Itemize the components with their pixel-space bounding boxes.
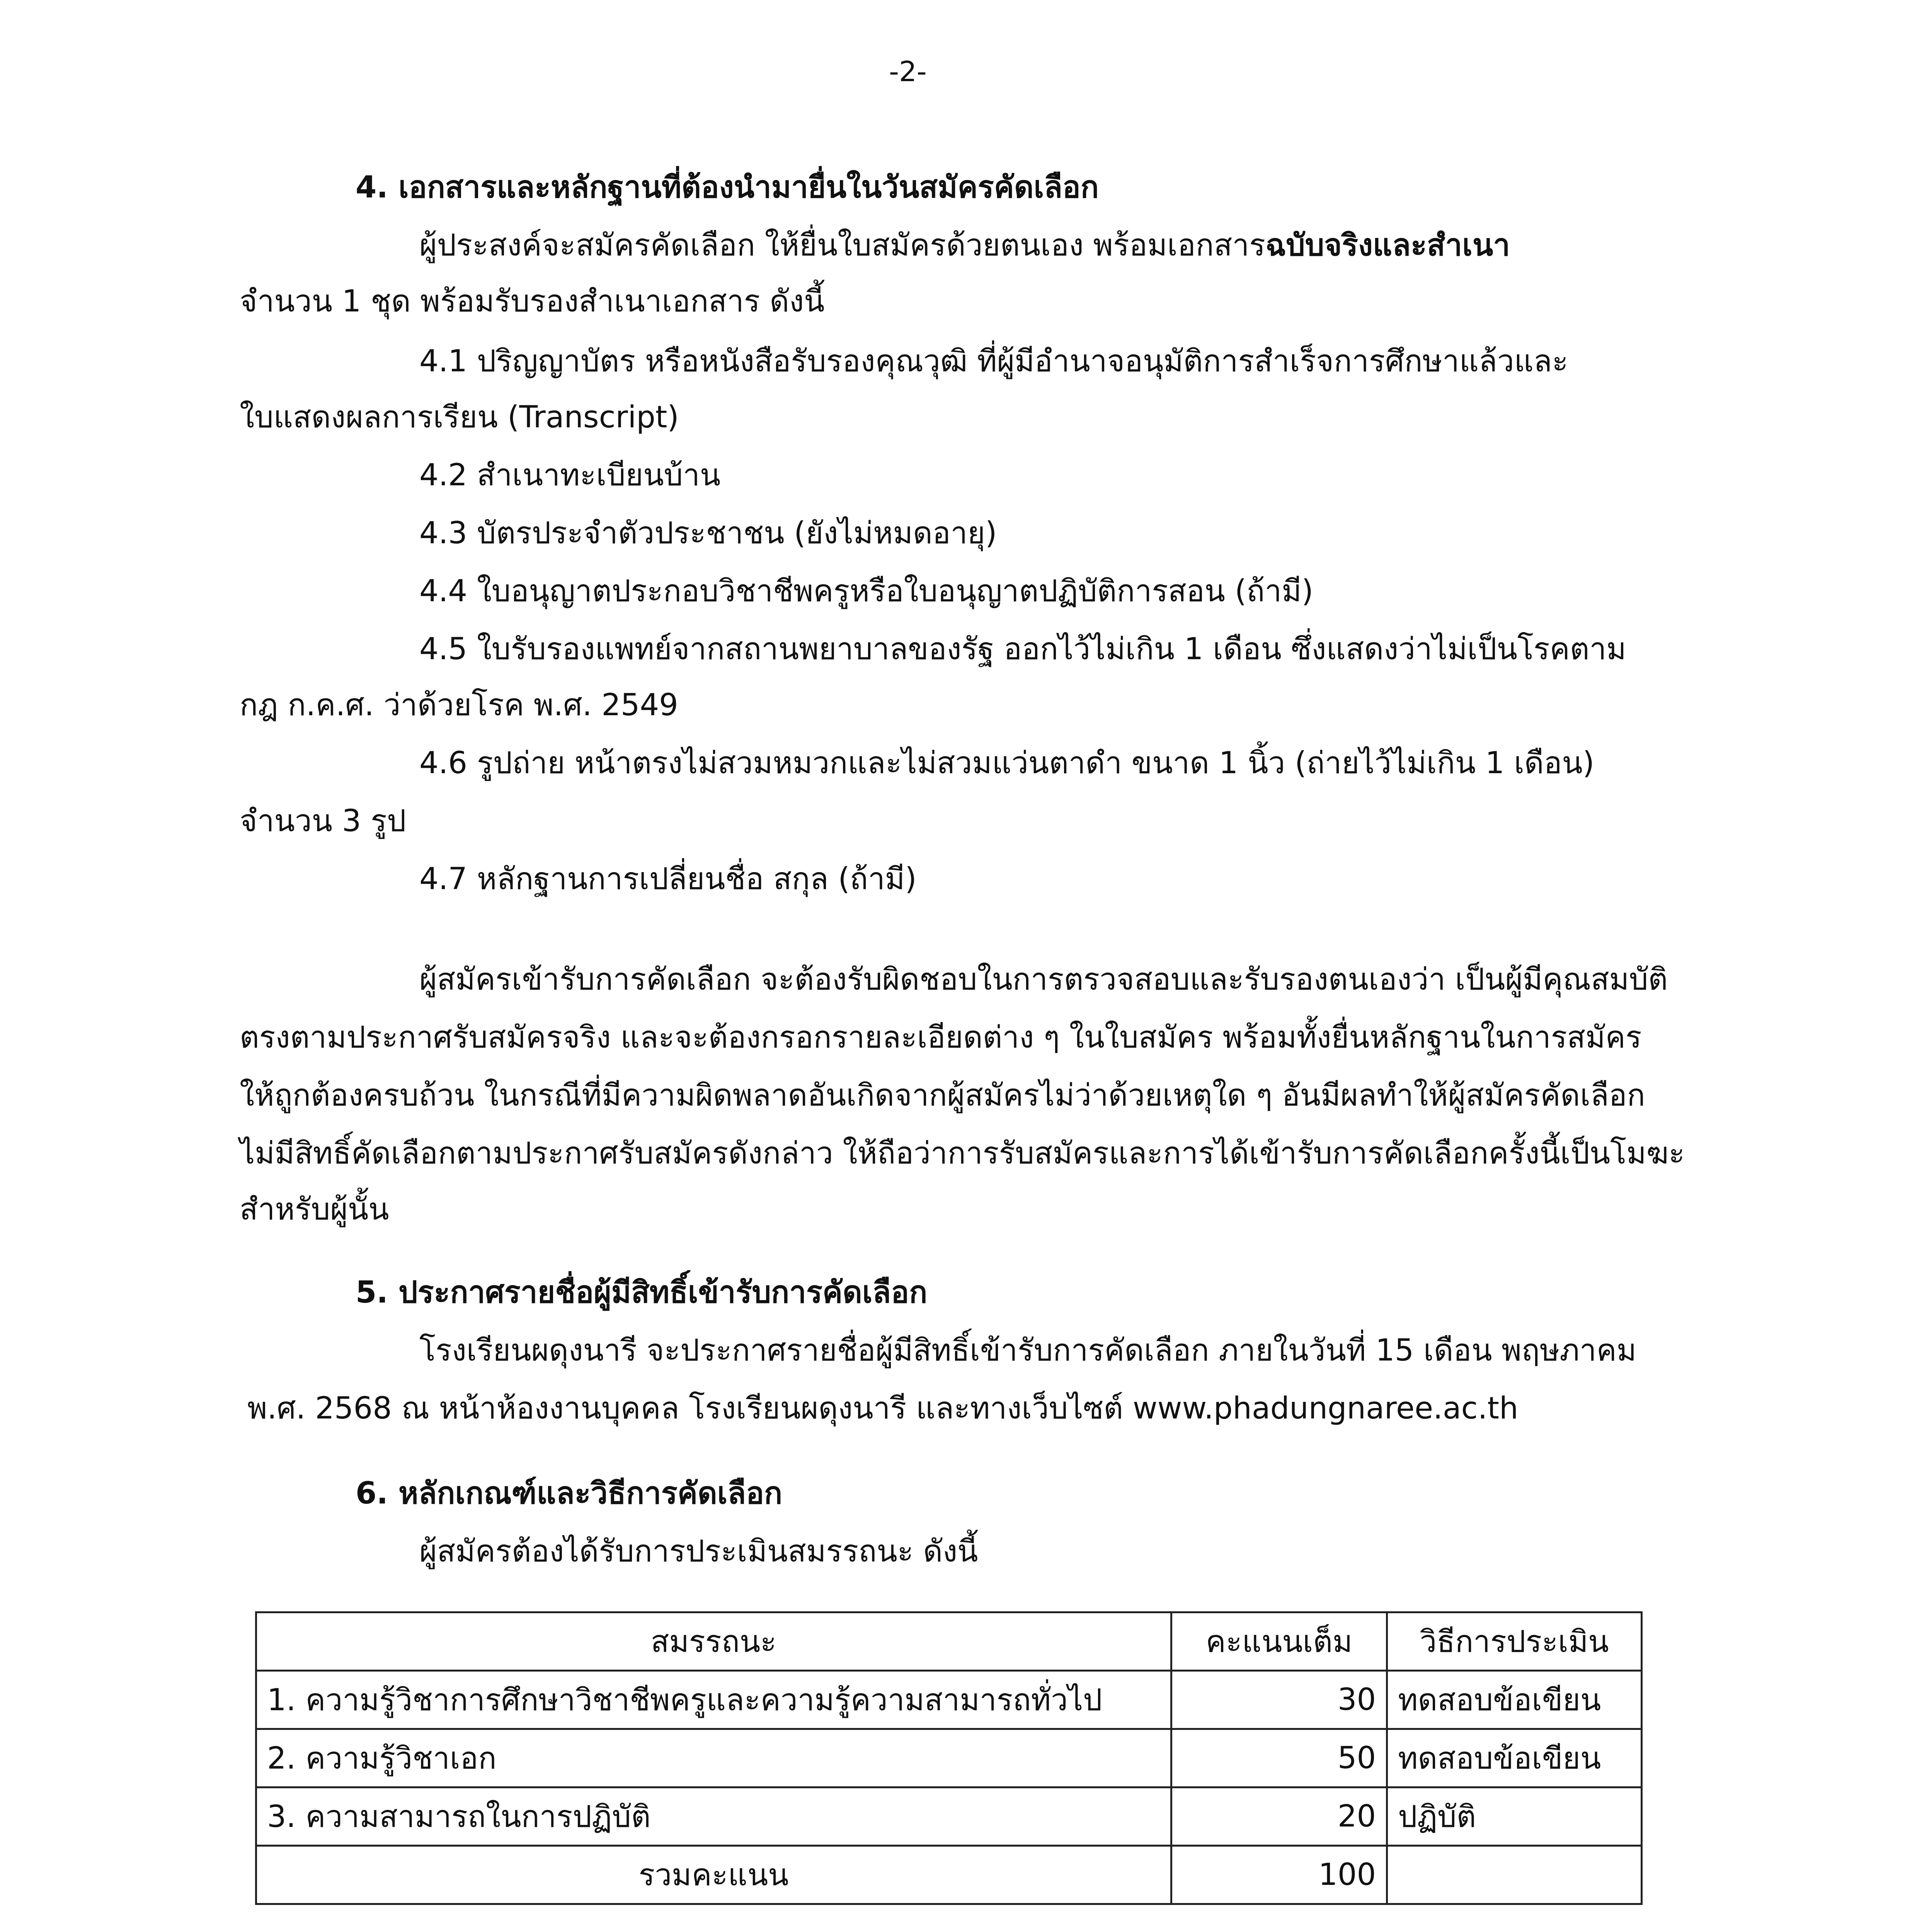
paragraph-line-2: ตรงตามประกาศรับสมัครจริง และจะต้องกรอกรายละเอียดต่าง ๆ ในใบสมัคร พร้อมทั้งยื่นหลักฐานในการสมัคร [240, 1020, 1642, 1055]
competency-table [255, 1611, 1643, 1905]
item-4-6-line1: 4.6 รูปถ่าย หน้าตรงไม่สวมหมวกและไม่สวมแว่นตาดำ ขนาด 1 นิ้ว (ถ่ายไว้ไม่เกิน 1 เดือน) [419, 746, 1595, 781]
section4-intro-line1 [419, 224, 1510, 267]
section5-line2: พ.ศ. 2568 ณ หน้าห้องงานบุคคล โรงเรียนผดุงนารี และทางเว็บไซต์ www.phadungnaree.ac.th [247, 1391, 1519, 1426]
section4-intro-line2: จำนวน 1 ชุด พร้อมรับรองสำเนาเอกสาร ดังนี้ [240, 284, 825, 319]
item-4-4: 4.4 ใบอนุญาตประกอบวิชาชีพครูหรือใบอนุญาตปฏิบัติการสอน (ถ้ามี) [419, 574, 1314, 609]
section6-heading: 6. หลักเกณฑ์และวิธีการคัดเลือก [356, 1476, 783, 1511]
table-row [256, 1671, 1642, 1729]
header-full-score: คะแนนเต็ม [1171, 1612, 1387, 1671]
paragraph-line-5: สำหรับผู้นั้น [240, 1192, 389, 1227]
item-4-6-line2: จำนวน 3 รูป [240, 804, 406, 838]
section5-heading: 5. ประกาศรายชื่อผู้มีสิทธิ์เข้ารับการคัดเลือก [356, 1275, 928, 1310]
section4-heading: 4. เอกสารและหลักฐานที่ต้องนำมายื่นในวันสมัครคัดเลือก [356, 170, 1099, 205]
table-row [256, 1787, 1642, 1846]
table-header-row [256, 1612, 1642, 1671]
score-cell: 20 [1171, 1787, 1387, 1846]
item-4-5-line1: 4.5 ใบรับรองแพทย์จากสถานพยาบาลของรัฐ ออกไว้ไม่เกิน 1 เดือน ซึ่งแสดงว่าไม่เป็นโรคตาม [419, 632, 1626, 667]
paragraph-line-1: ผู้สมัครเข้ารับการคัดเลือก จะต้องรับผิดชอบในการตรวจสอบและรับรองตนเองว่า เป็นผู้มีคุณสมบัติ [419, 962, 1668, 997]
table-row [256, 1729, 1642, 1787]
total-method-empty [1387, 1846, 1642, 1904]
competency-cell: 3. ความสามารถในการปฏิบัติ [256, 1787, 1171, 1846]
section4-intro-emphasis: ฉบับจริงและสำเนา [1265, 228, 1510, 263]
header-method: วิธีการประเมิน [1387, 1612, 1642, 1671]
competency-cell: 1. ความรู้วิชาการศึกษาวิชาชีพครูและความรู้ความสามารถทั่วไป [256, 1671, 1171, 1729]
header-competency: สมรรถนะ [256, 1612, 1171, 1671]
total-score: 100 [1171, 1846, 1387, 1904]
section5-line1: โรงเรียนผดุงนารี จะประกาศรายชื่อผู้มีสิทธิ์เข้ารับการคัดเลือก ภายในวันที่ 15 เดือน พฤษภาคม [419, 1333, 1637, 1368]
method-cell: ทดสอบข้อเขียน [1387, 1729, 1642, 1787]
score-cell: 50 [1171, 1729, 1387, 1787]
paragraph-line-4: ไม่มีสิทธิ์คัดเลือกตามประกาศรับสมัครดังกล่าว ให้ถือว่าการรับสมัครและการได้เข้ารับการคัดเลือกครั้งนี้เป็นโมฆะ [240, 1136, 1685, 1171]
score-cell: 30 [1171, 1671, 1387, 1729]
item-4-1-line2: ใบแสดงผลการเรียน (Transcript) [240, 400, 679, 435]
competency-cell: 2. ความรู้วิชาเอก [256, 1729, 1171, 1787]
method-cell: ปฏิบัติ [1387, 1787, 1642, 1846]
section6-intro: ผู้สมัครต้องได้รับการประเมินสมรรถนะ ดังนี้ [419, 1534, 978, 1569]
total-label: รวมคะแนน [256, 1846, 1171, 1904]
method-cell: ทดสอบข้อเขียน [1387, 1671, 1642, 1729]
section4-intro-text: ผู้ประสงค์จะสมัครคัดเลือก ให้ยื่นใบสมัครด้วยตนเอง พร้อมเอกสาร [419, 228, 1266, 263]
item-4-7: 4.7 หลักฐานการเปลี่ยนชื่อ สกุล (ถ้ามี) [419, 862, 917, 896]
item-4-5-line2: กฎ ก.ค.ศ. ว่าด้วยโรค พ.ศ. 2549 [240, 688, 678, 723]
paragraph-line-3: ให้ถูกต้องครบถ้วน ในกรณีที่มีความผิดพลาดอันเกิดจากผู้สมัครไม่ว่าด้วยเหตุใด ๆ อันมีผลทำให้ผู้สมัครคัดเลือก [240, 1078, 1645, 1113]
table-total-row [256, 1846, 1642, 1904]
item-4-1-line1: 4.1 ปริญญาบัตร หรือหนังสือรับรองคุณวุฒิ ที่ผู้มีอำนาจอนุมัติการสำเร็จการศึกษาแล้วและ [419, 344, 1568, 379]
item-4-3: 4.3 บัตรประจำตัวประชาชน (ยังไม่หมดอายุ) [419, 516, 997, 551]
page-number: -2- [889, 55, 927, 88]
item-4-2: 4.2 สำเนาทะเบียนบ้าน [419, 458, 721, 493]
